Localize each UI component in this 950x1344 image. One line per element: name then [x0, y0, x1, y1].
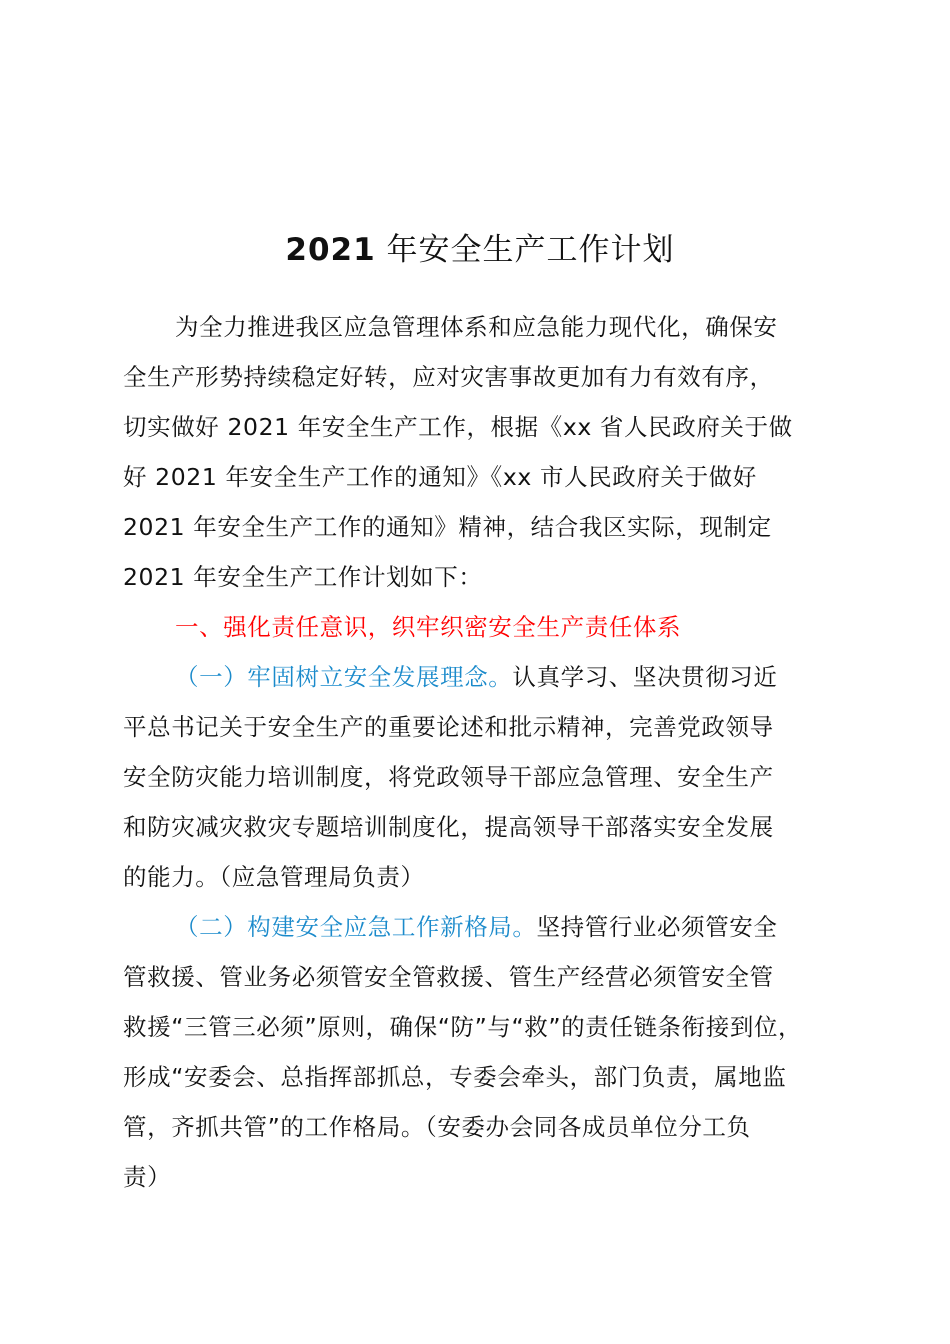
section-heading: 一、强化责任意识，织牢织密安全生产责任体系: [175, 613, 682, 641]
item-line: 的能力。（应急管理局负责）: [123, 863, 425, 891]
item-heading: （一）牢固树立安全发展理念。: [175, 663, 513, 691]
document-body: [123, 302, 845, 1202]
intro-line: 2021 年安全生产工作计划如下：: [123, 563, 483, 591]
document-title: [0, 225, 950, 275]
intro-line: 切实做好 2021 年安全生产工作，根据《xx 省人民政府关于做: [123, 413, 793, 441]
intro-line: 为全力推进我区应急管理体系和应急能力现代化，确保安: [175, 313, 778, 341]
item-line: 平总书记关于安全生产的重要论述和批示精神，完善党政领导: [123, 713, 774, 741]
item-text: 认真学习、坚决贯彻习近: [512, 663, 778, 691]
item-line: 救援“三管三必须”原则，确保“防”与“救”的责任链条衔接到位，: [123, 1013, 803, 1041]
title-year: 2021: [285, 232, 376, 268]
item-line: 安全防灾能力培训制度，将党政领导干部应急管理、安全生产: [123, 763, 774, 791]
item-line: 责）: [123, 1163, 172, 1191]
item-first-line: [123, 652, 845, 702]
intro-line: 2021 年安全生产工作的通知》精神，结合我区实际，现制定: [123, 513, 772, 541]
item-text: 坚持管行业必须管安全: [536, 913, 778, 941]
title-text: 年安全生产工作计划: [375, 232, 675, 268]
item-first-line: [123, 902, 845, 952]
intro-line: 好 2021 年安全生产工作的通知》《xx 市人民政府关于做好: [123, 463, 757, 491]
item-heading: （二）构建安全应急工作新格局。: [175, 913, 537, 941]
item-line: 和防灾减灾救灾专题培训制度化，提高领导干部落实安全发展: [123, 813, 774, 841]
intro-line: 全生产形势持续稳定好转，应对灾害事故更加有力有效有序，: [123, 363, 774, 391]
item-line: 管，齐抓共管”的工作格局。（安委办会同各成员单位分工负: [123, 1113, 751, 1141]
item-line: 管救援、管业务必须管安全管救援、管生产经营必须管安全管: [123, 963, 774, 991]
item-line: 形成“安委会、总指挥部抓总，专委会牵头，部门负责，属地监: [123, 1063, 787, 1091]
